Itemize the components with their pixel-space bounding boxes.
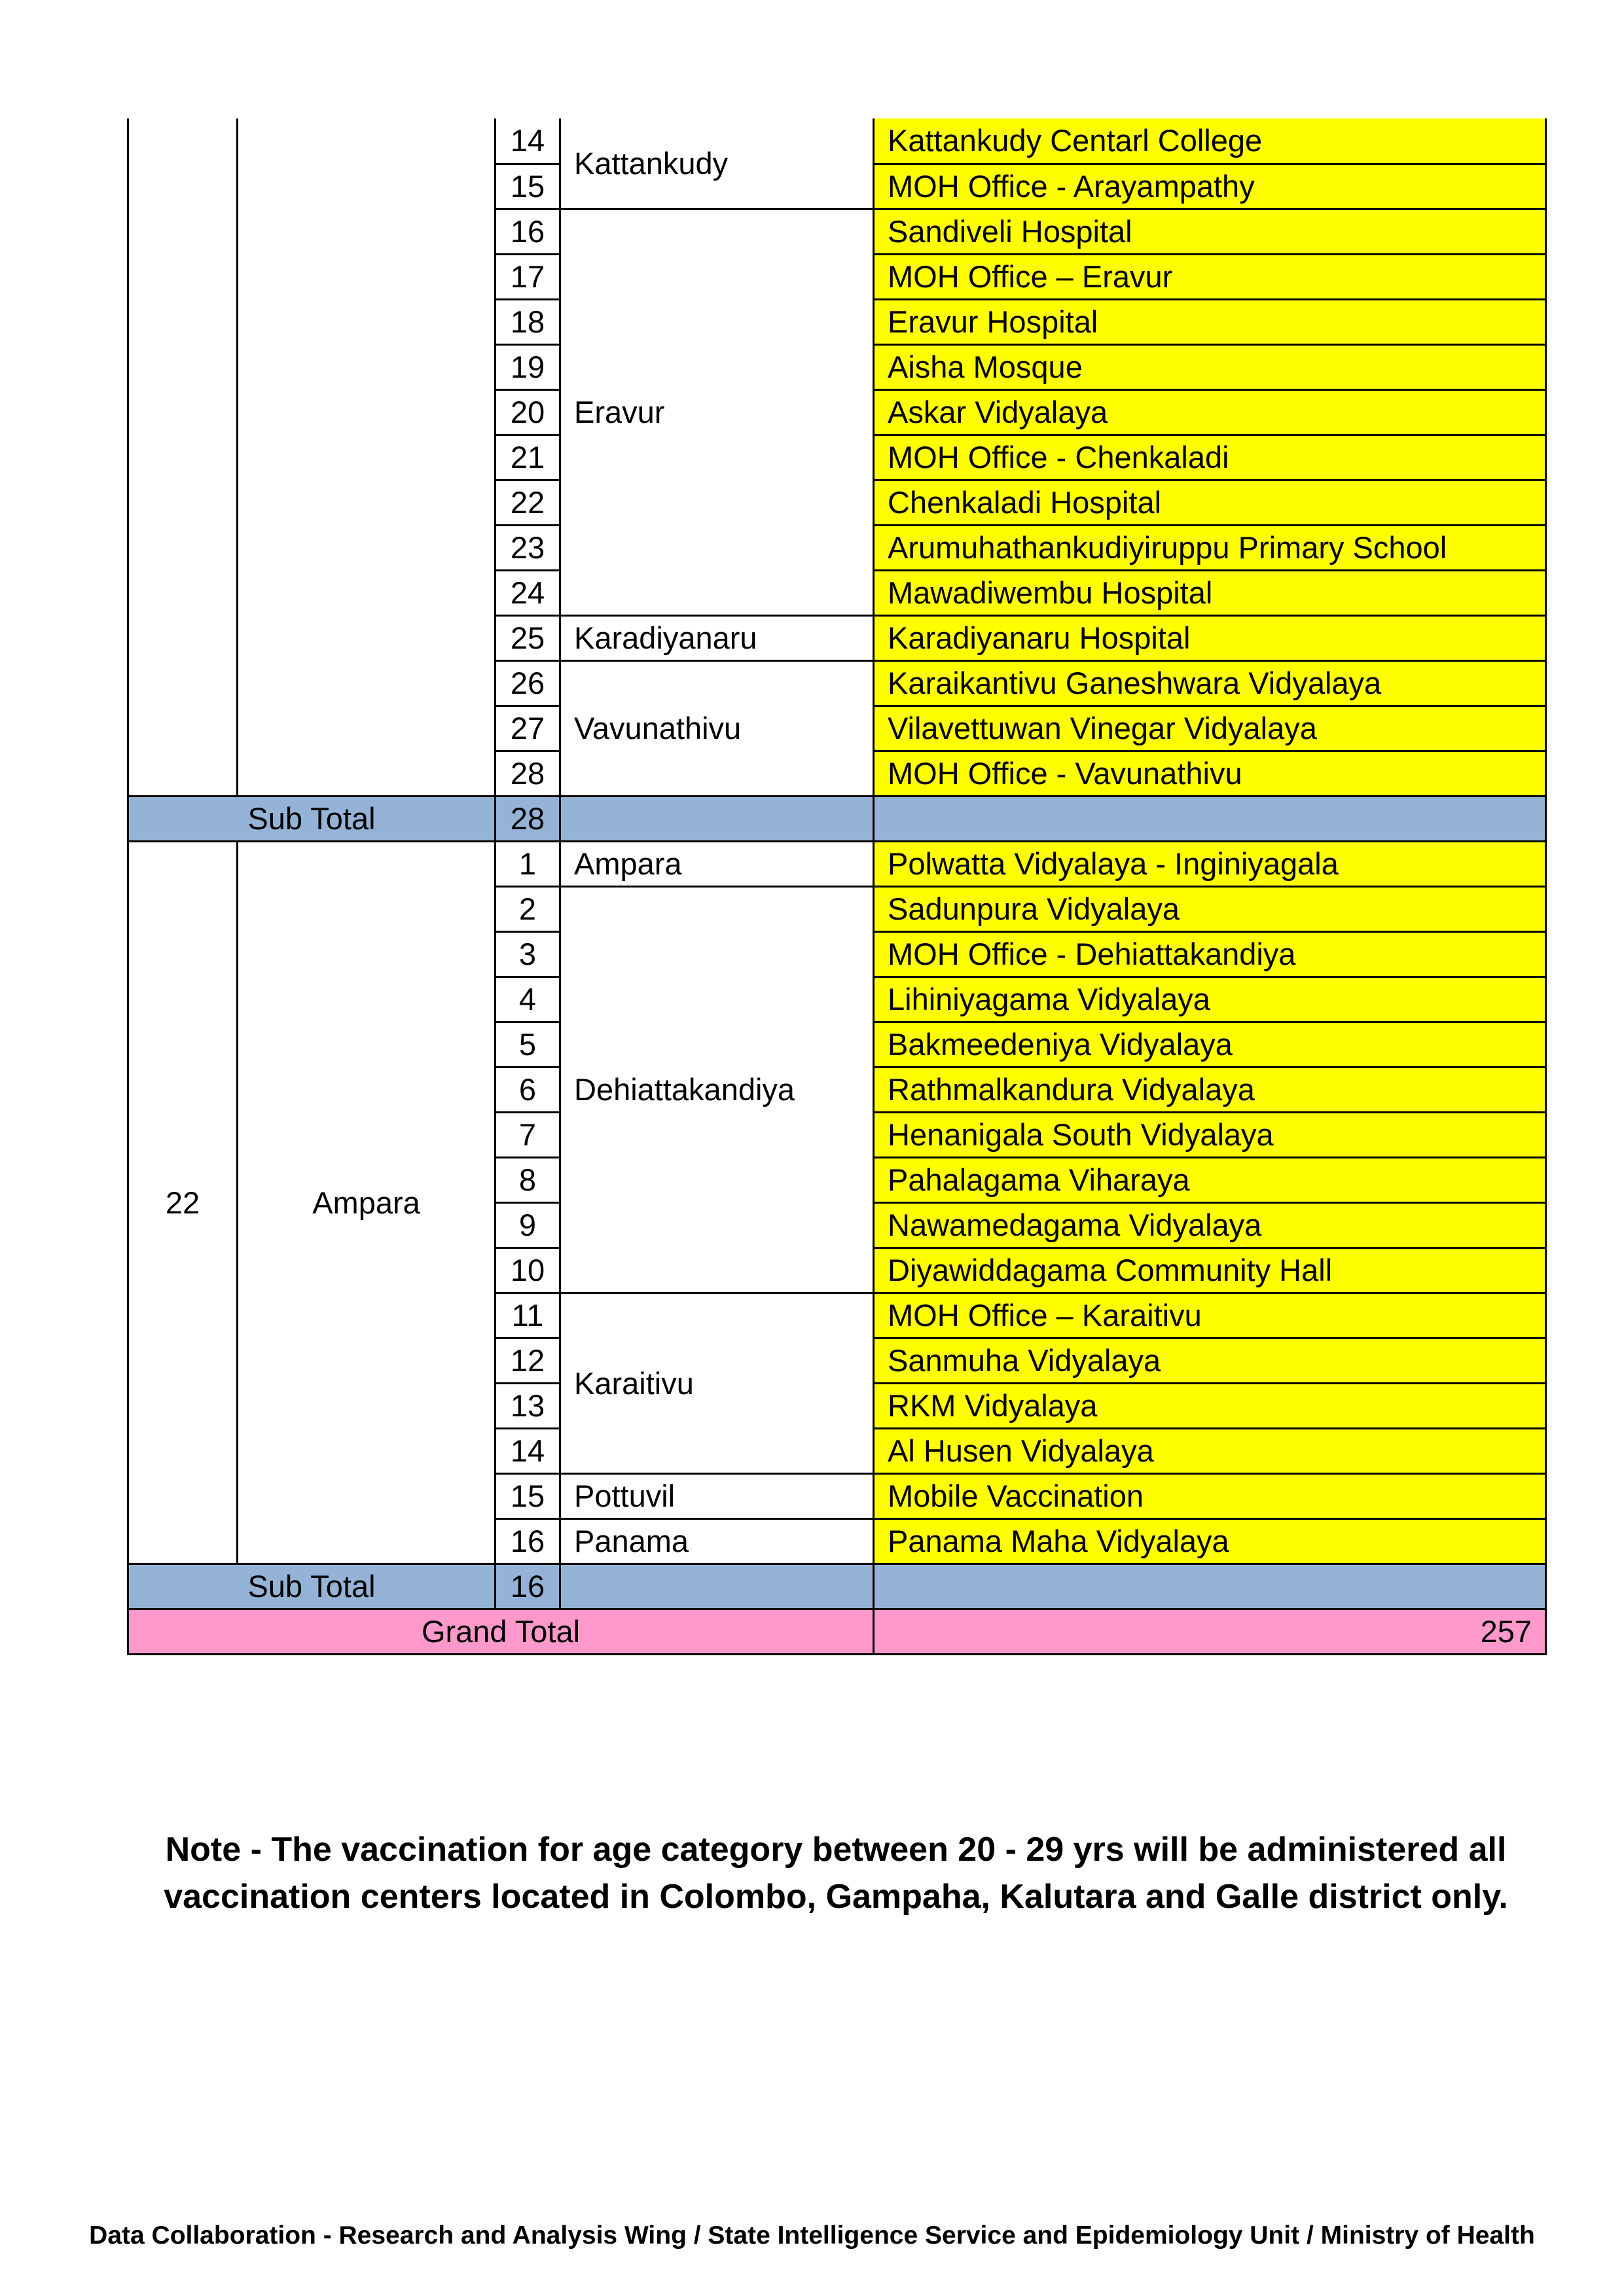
vaccination-site: Sadunpura Vidyalaya [874, 886, 1546, 931]
row-number: 4 [496, 977, 560, 1022]
row-number: 21 [496, 435, 560, 480]
subtotal-empty-cell [874, 1564, 1546, 1609]
note-text: Note - The vaccination for age category between 20 - 29 yrs will be administered all vaccination centers located in Colombo, Gampaha, Kalutara and Galle district only. [164, 1831, 1508, 1916]
vaccination-site: Chenkaladi Hospital [874, 480, 1546, 525]
row-number: 15 [496, 1473, 560, 1518]
subtotal-label: Sub Total [128, 796, 496, 841]
row-number: 28 [496, 751, 560, 796]
vaccination-site: Diyawiddagama Community Hall [874, 1247, 1546, 1293]
subtotal-row [128, 796, 1546, 841]
grand-total-label: Grand Total [128, 1609, 874, 1654]
vaccination-site: Lihiniyagama Vidyalaya [874, 977, 1546, 1022]
vaccination-site: Askar Vidyalaya [874, 389, 1546, 435]
row-number: 22 [496, 480, 560, 525]
vaccination-site: Mobile Vaccination [874, 1473, 1546, 1518]
moh-area: Kattankudy [560, 118, 874, 209]
row-number: 15 [496, 164, 560, 209]
district-index-cell [128, 118, 238, 796]
row-number: 3 [496, 931, 560, 977]
row-number: 7 [496, 1112, 560, 1157]
row-number: 8 [496, 1157, 560, 1202]
moh-area: Karadiyanaru [560, 615, 874, 660]
row-number: 20 [496, 389, 560, 435]
row-number: 23 [496, 525, 560, 570]
vaccination-site: Al Husen Vidyalaya [874, 1428, 1546, 1473]
row-number: 26 [496, 660, 560, 706]
vaccination-site: Rathmalkandura Vidyalaya [874, 1067, 1546, 1112]
grand-total-row [128, 1609, 1546, 1654]
moh-area: Pottuvil [560, 1473, 874, 1518]
row-number: 12 [496, 1338, 560, 1383]
vaccination-site: MOH Office - Vavunathivu [874, 751, 1546, 796]
vaccination-site: MOH Office - Chenkaladi [874, 435, 1546, 480]
subtotal-empty-cell [560, 796, 874, 841]
vaccination-site: Sandiveli Hospital [874, 209, 1546, 254]
row-number: 9 [496, 1202, 560, 1247]
row-number: 1 [496, 841, 560, 886]
vaccination-site: Pahalagama Viharaya [874, 1157, 1546, 1202]
vaccination-site: MOH Office - Dehiattakandiya [874, 931, 1546, 977]
moh-area: Ampara [560, 841, 874, 886]
row-number: 11 [496, 1293, 560, 1338]
vaccination-site: Arumuhathankudiyiruppu Primary School [874, 525, 1546, 570]
vaccination-site: Kattankudy Centarl College [874, 118, 1546, 164]
row-number: 13 [496, 1383, 560, 1428]
row-number: 14 [496, 1428, 560, 1473]
vaccination-site: Bakmeedeniya Vidyalaya [874, 1022, 1546, 1067]
table-row [128, 118, 1546, 164]
vaccination-site: MOH Office – Eravur [874, 254, 1546, 299]
row-number: 16 [496, 209, 560, 254]
moh-area: Eravur [560, 209, 874, 615]
vaccination-site: Karadiyanaru Hospital [874, 615, 1546, 660]
row-number: 16 [496, 1518, 560, 1564]
row-number: 19 [496, 344, 560, 389]
subtotal-row [128, 1564, 1546, 1609]
moh-area: Dehiattakandiya [560, 886, 874, 1293]
vaccination-site: Mawadiwembu Hospital [874, 570, 1546, 615]
row-number: 18 [496, 299, 560, 344]
grand-total-value: 257 [874, 1609, 1546, 1654]
row-number: 2 [496, 886, 560, 931]
row-number: 17 [496, 254, 560, 299]
vaccination-site: Karaikantivu Ganeshwara Vidyalaya [874, 660, 1546, 706]
subtotal-empty-cell [560, 1564, 874, 1609]
subtotal-empty-cell [874, 796, 1546, 841]
moh-area: Vavunathivu [560, 660, 874, 796]
vaccination-site: Nawamedagama Vidyalaya [874, 1202, 1546, 1247]
vaccination-site: RKM Vidyalaya [874, 1383, 1546, 1428]
table-row [128, 841, 1546, 886]
vaccination-centers-table [127, 118, 1547, 1655]
vaccination-site: Aisha Mosque [874, 344, 1546, 389]
moh-area: Karaitivu [560, 1293, 874, 1473]
subtotal-value: 28 [496, 796, 560, 841]
row-number: 25 [496, 615, 560, 660]
moh-area: Panama [560, 1518, 874, 1564]
vaccination-site: Sanmuha Vidyalaya [874, 1338, 1546, 1383]
row-number: 24 [496, 570, 560, 615]
vaccination-site: Eravur Hospital [874, 299, 1546, 344]
vaccination-site: Vilavettuwan Vinegar Vidyalaya [874, 706, 1546, 751]
row-number: 14 [496, 118, 560, 164]
row-number: 6 [496, 1067, 560, 1112]
vaccination-site: MOH Office – Karaitivu [874, 1293, 1546, 1338]
vaccination-site: Henanigala South Vidyalaya [874, 1112, 1546, 1157]
vaccination-site: Panama Maha Vidyalaya [874, 1518, 1546, 1564]
vaccination-site: Polwatta Vidyalaya - Inginiyagala [874, 841, 1546, 886]
vaccination-site: MOH Office - Arayampathy [874, 164, 1546, 209]
district-name-cell [238, 118, 496, 796]
row-number: 5 [496, 1022, 560, 1067]
district-name: Ampara [238, 841, 496, 1564]
row-number: 10 [496, 1247, 560, 1293]
subtotal-label: Sub Total [128, 1564, 496, 1609]
row-number: 27 [496, 706, 560, 751]
subtotal-value: 16 [496, 1564, 560, 1609]
district-index: 22 [128, 841, 238, 1564]
footer-text: Data Collaboration - Research and Analysis Wing / State Intelligence Service and Epidemiology Unit / Ministry of Health [89, 2221, 1535, 2250]
